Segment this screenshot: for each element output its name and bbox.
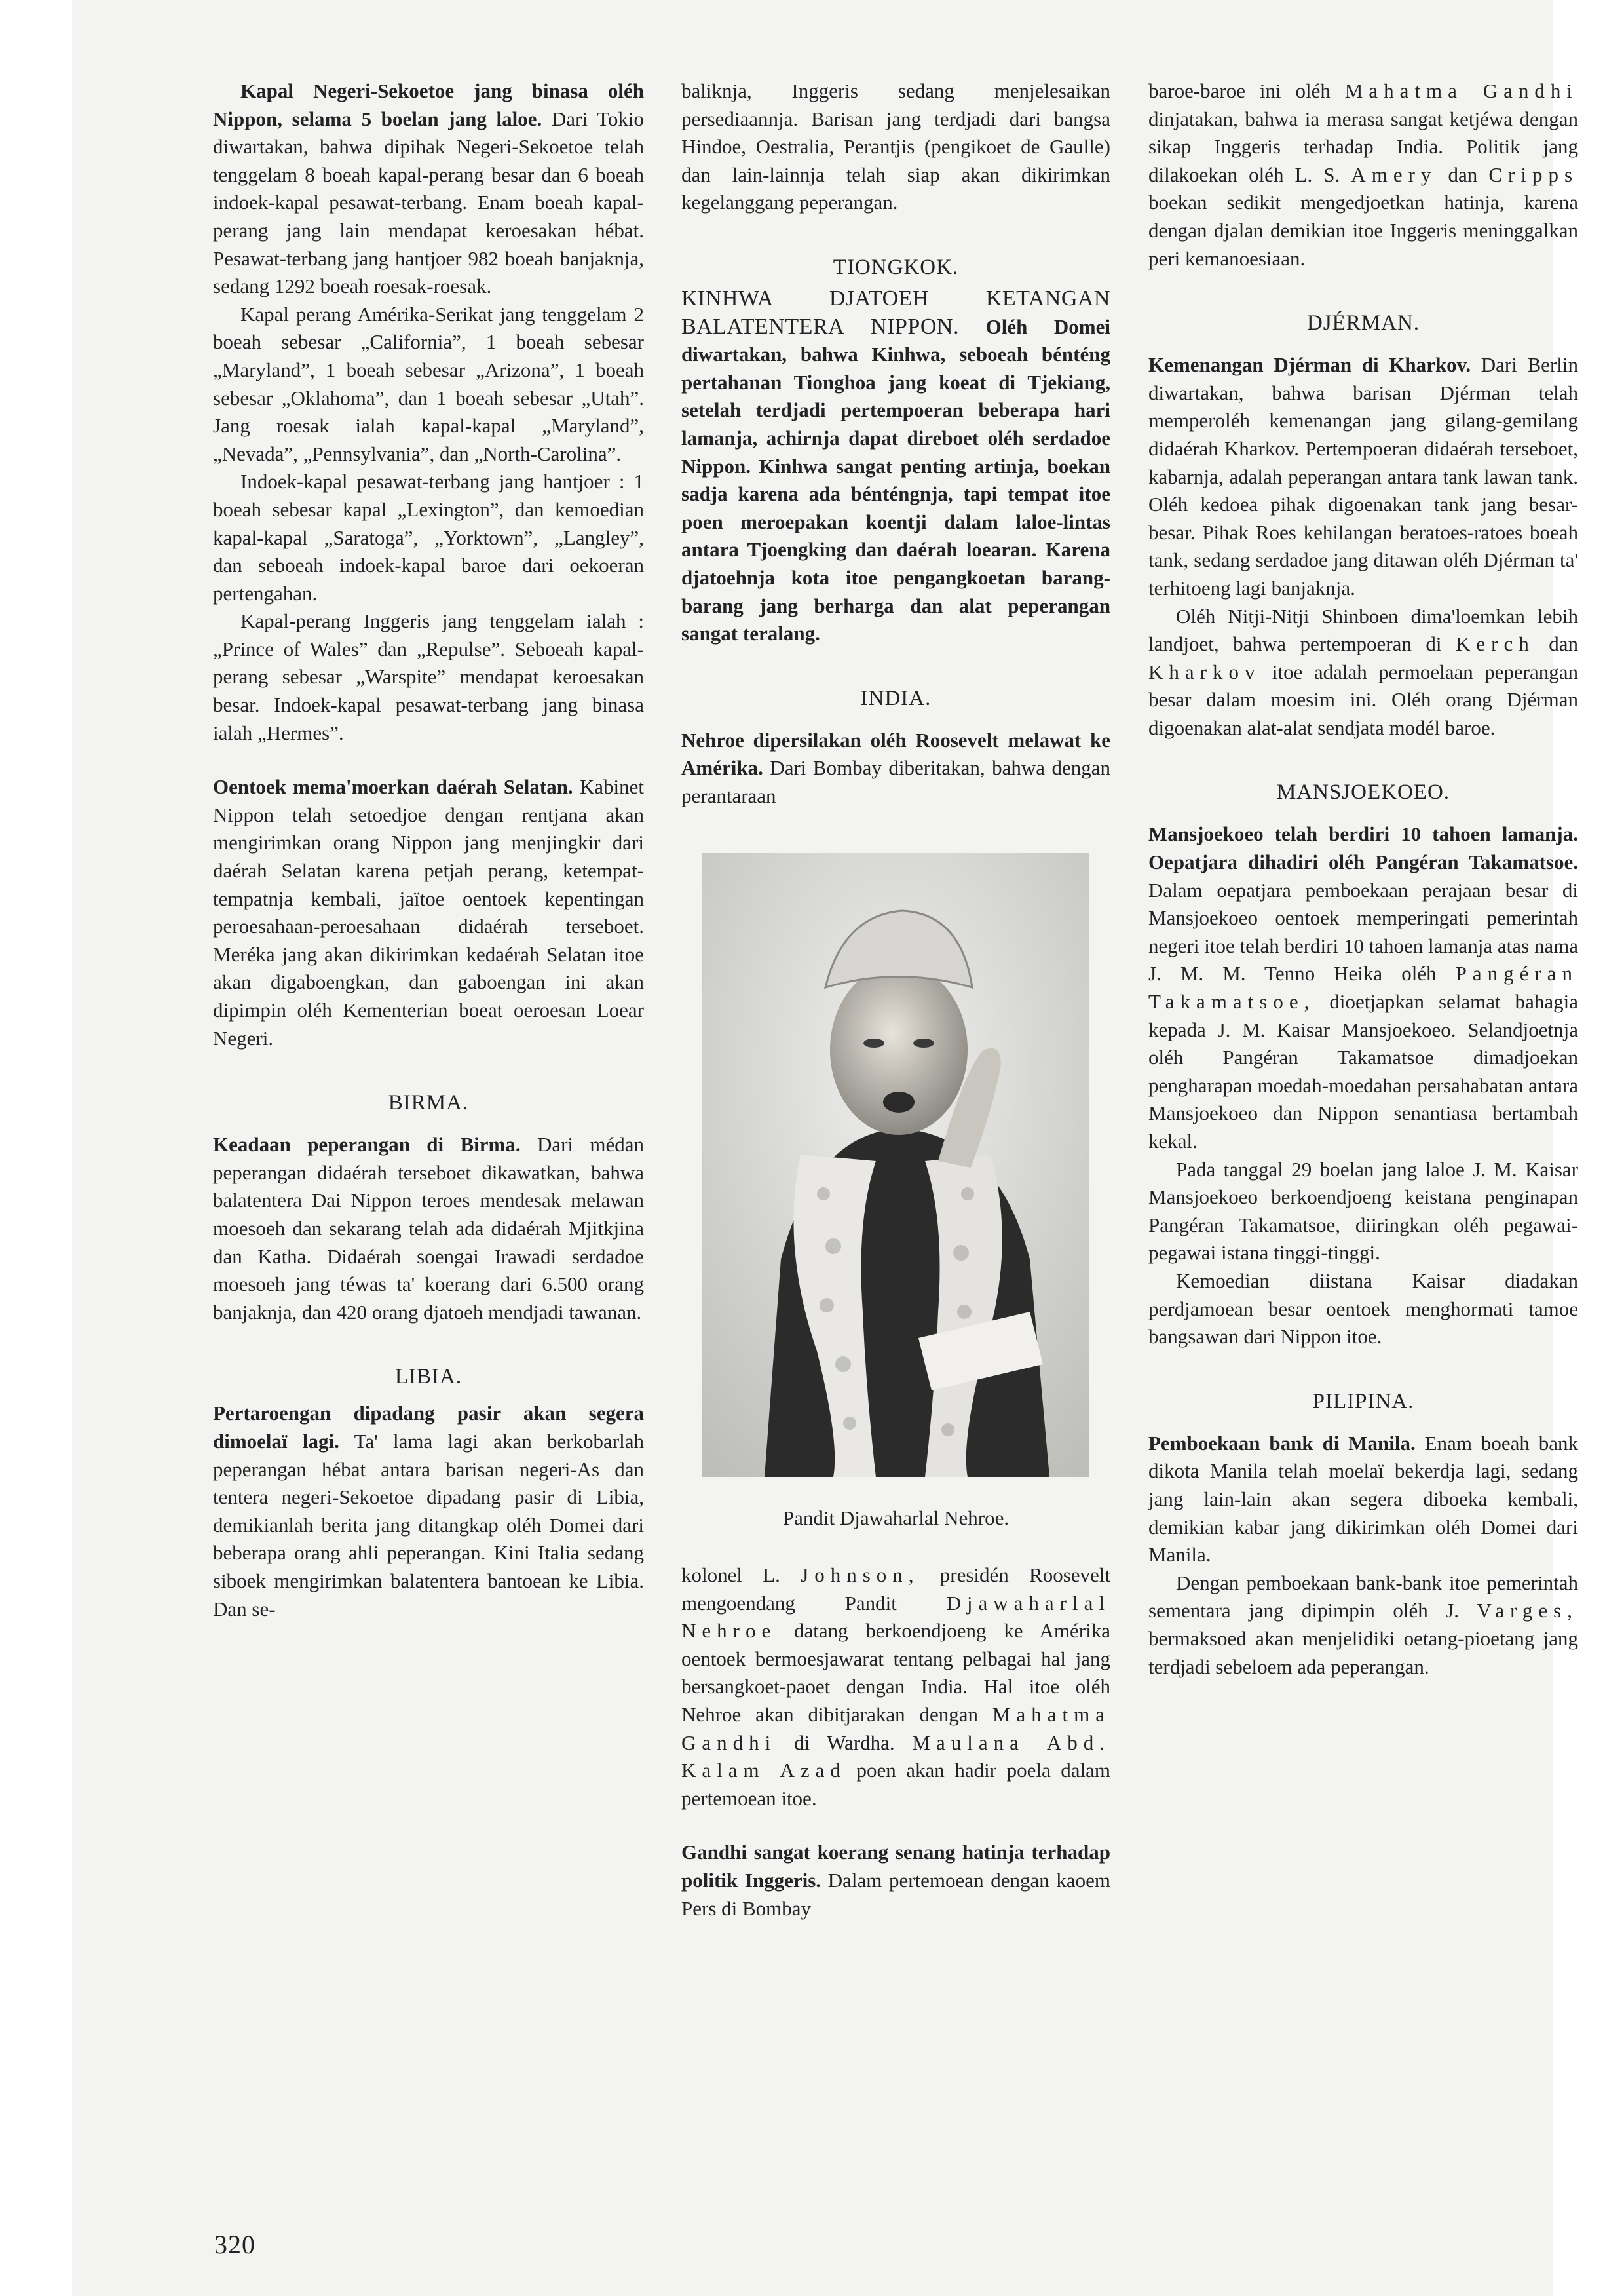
spaced-name-gandhi: Mahatma Gandhi (681, 1703, 1110, 1754)
spaced-name-kharkov: Kharkov (1148, 660, 1261, 683)
headline-libia: Pertaroengan dipadang pasir akan segera dimoelaï lagi. (213, 1402, 644, 1453)
paragraph-kaisar-visit: Pada tanggal 29 boelan jang laloe J. M. Kaisar Mansjoekoeo berkoendjoeng keistana penginapan Pangéran Takamatsoe, diiringkan oléh pegawai-pegawai istana tinggi-tinggi. (1148, 1157, 1578, 1265)
headline-mansjoekoeo: Mansjoekoeo telah berdiri 10 tahoen lamanja. Oepatjara dihadiri oléh Pangéran Takamatsoe. (1148, 822, 1578, 874)
section-heading-birma: BIRMA. (388, 1091, 469, 1115)
text-segment: presidén Roosevelt mengoendang Pandit (681, 1563, 1110, 1615)
paragraph-perdjamoean: Kemoedian diistana Kaisar diadakan perdjamoean besar oentoek menghormati tamoe bangsawan dari Nippon itoe. (1148, 1269, 1578, 1349)
text-nehroe: Dari Bombay diberitakan, bahwa dengan perantaraan (681, 756, 1110, 807)
article-kapal (213, 77, 644, 301)
headline-selatan: Oentoek mema'moerkan daérah Selatan. (213, 775, 573, 799)
text-segment: kolonel L. (681, 1563, 780, 1587)
text-segment: boekan sedikit mengedjoetkan hatinja, karena dengan djalan demikian itoe Inggeris meninggalkan peri kemanoesiaan. (1148, 191, 1578, 270)
text-segment: Dalam oepatjara pemboekaan perajaan besar di Mansjoekoeo oentoek memperingati pemerintah negeri itoe telah berdiri 10 tahoen lamanja atas nama J. M. M. Tenno Heika oléh (1148, 878, 1578, 985)
text-segment: bermaksoed akan menjelidiki oetang-pioetang jang terdjadi sebeloem ada peperangan. (1148, 1626, 1578, 1678)
spaced-name-johnson: Johnson, (801, 1563, 920, 1587)
text-segment: datang berkoendjoeng ke Amérika oentoek bermoesjawarat tentang pelbagai hal jang bersangkoet-paoet dengan India. Hal itoe oléh Nehroe akan dibitjarakan dengan (681, 1619, 1110, 1727)
spaced-name-amery: Amery (1351, 163, 1437, 186)
headline-birma: Keadaan peperangan di Birma. (213, 1133, 521, 1157)
headline-gandhi: Gandhi sangat koerang senang hatinja terhadap politik Inggeris. (681, 1841, 1110, 1892)
article-birma (213, 1131, 644, 1326)
spaced-name-azad: Maulana Abd. Kalam Azad (681, 1731, 1111, 1782)
text-segment: dioetjapkan selamat bahagia kepada J. M. Kaisar Mansjoekoeo. Selandjoetnja oléh Pangéran Takamatsoe dimadjoekan pengharapan moedah-moedahan persahabatan antara Mansjoekoeo dan Nippon senantiasa bertambah kekal. (1148, 990, 1578, 1153)
paragraph-johnson (681, 1561, 1110, 1812)
section-heading-pilipina: PILIPINA. (1312, 1389, 1414, 1413)
nehroe-photo (702, 853, 1089, 1477)
article-gandhi (681, 1839, 1110, 1923)
paragraph-inggeris: Kapal-perang Inggeris jang tenggelam ialah : „Prince of Wales” dan „Repulse”. Seboeah kapal-perang sebesar „Warspite” mendapat keroesakan besar. Indoek-kapal pesawat-terbang jang binasa ialah „Hermes”. (213, 609, 644, 744)
text-selatan: Kabinet Nippon telah setoedjoe dengan rentjana akan mengirimkan orang Nippon jang menjingkir dari daérah Selatan karena petjah perang, ketempat-tempatnja kembali, jaïtoe oentoek kepentingan peroesahaan-peroesahaan didaérah terseboet. Meréka jang akan dikirimkan kedaérah Selatan itoe akan digaboengkan, dan gaboengan ini akan dipimpin oléh Kementerian boeat oeroesan Loear Negeri. (213, 775, 644, 1050)
text-segment: baroe-baroe ini oléh (1148, 79, 1331, 102)
headline-kapal: Kapal Negeri-Sekoetoe jang binasa oléh Nippon, selama 5 boelan jang laloe. (213, 79, 644, 130)
photo-caption: Pandit Djawaharlal Nehroe. (782, 1506, 1010, 1530)
paragraph-varges (1148, 1569, 1578, 1681)
article-libia (213, 1400, 644, 1623)
text-birma: Dari médan peperangan didaérah terseboet dikawatkan, bahwa balatentera Dai Nippon teroes mendesak melawan moesoeh dan sekarang telah ada didaérah Mjitkjina dan Katha. Didaérah soengai Irawadi serdadoe moesoeh jang téwas ta' koerang dari 6.500 orang banjaknja, dan 420 orang djatoeh mendjadi tawanan. (213, 1133, 644, 1324)
text-segment: Dengan pemboekaan bank-bank itoe pemerintah sementara jang dipimpin oléh J. (1148, 1571, 1578, 1622)
text-segment: dinjatakan, bahwa ia merasa sangat ketjéwa dengan sikap Inggeris terhadap India. Politik jang dilakoekan oléh L. S. (1148, 107, 1578, 186)
headline-manila: Pemboekaan bank di Manila. (1148, 1431, 1416, 1455)
spaced-name-cripps: Cripps (1488, 163, 1579, 186)
section-heading-djerman: DJÉRMAN. (1306, 311, 1420, 335)
paragraph-gandhi-continued (1148, 77, 1578, 273)
text-libia: Ta' lama lagi akan berkobarlah peperangan hébat antara barisan negeri-As dan tentera negeri-Sekoetoe dipadang pasir di Libia, demikianlah berita jang ditangkap oléh Domei dari beberapa orang ahli peperangan. Kini Italia sedang siboek mengirimkan balatentera bantoean ke Libia. Dan se- (213, 1429, 644, 1620)
text-segment: itoe adalah permoelaan peperangan besar dalam moesim ini. Oléh orang Djérman digoenakan alat-alat sendjata modél baroe. (1148, 660, 1578, 739)
text-segment: dan (1549, 632, 1579, 656)
text-kinhwa: Oléh Domei diwartakan, bahwa Kinhwa, seboeah bénténg pertahanan Tionghoa jang koeat di Tjekiang, setelah terdjadi pertempoeran beberapa hari lamanja, achirnja dapat direboet oléh serdadoe Nippon. Kinhwa sangat penting artinja, boekan sadja karena ada bénténgnja, tapi tempat itoe poen meroepakan koentji dalam laloe-lintas antara Tjoengking dan daérah loearan. Karena djatoehnja kota itoe pengangkoetan barang-barang jang berharga dan alat peperangan sangat teralang. (681, 315, 1111, 645)
spaced-name-varges: Varges, (1477, 1599, 1578, 1622)
paragraph-nitji-nitji (1148, 603, 1578, 742)
section-heading-libia: LIBIA. (394, 1365, 463, 1389)
text-gandhi: Dalam pertemoean dengan kaoem Pers di Bombay (681, 1869, 1111, 1920)
spaced-name-nehroe: Djawaharlal Nehroe (681, 1591, 1110, 1643)
article-selatan (213, 773, 644, 1052)
article-kharkov (1148, 351, 1578, 602)
paragraph-indoek-kapal: Indoek-kapal pesawat-terbang jang hantjoer : 1 boeah sebesar kapal „Lexington”, dan kemoedian kapal-kapal „Saratoga”, „Yorktown”, „Langley”, dan seboeah indoek-kapal baroe dari oekoeran pertengahan. (213, 470, 644, 605)
spaced-name-kerch: Kerch (1456, 632, 1535, 656)
headline-nehroe: Nehroe dipersilakan oléh Roosevelt melawat ke Amérika. (681, 728, 1110, 780)
text-segment: di Wardha. (794, 1731, 895, 1754)
section-heading-india: INDIA. (860, 686, 932, 710)
text-segment: dan (1448, 163, 1478, 186)
article-nehroe (681, 727, 1110, 811)
paragraph-amerika: Kapal perang Amérika-Serikat jang tenggelam 2 boeah sebesar „California”, 1 boeah sebesar „Maryland”, 1 boeah sebesar „Arizona”, 1 boeah sebesar „Oklahoma”, dan 1 boeah sebesar „Utah”. Jang roesak ialah kapal-kapal „Maryland”, „Nevada”, „Pennsylvania”, dan „North-Carolina”. (213, 302, 644, 465)
newspaper-page (72, 0, 1579, 2296)
spaced-name-pangeran: Pangéran Takamatsoe, (1148, 962, 1578, 1014)
text-kharkov: Dari Berlin diwartakan, bahwa barisan Djérman telah memperoléh kemenangan jang gilang-gemilang didaérah Kharkov. Pertempoeran didaérah terseboet, kabarnja, adalah peperangan antara tank lawan tank. Oléh kedoea pihak digoenakan tank jang besar-besar. Pihak Roes kehilangan beratoes-ratoes boeah tank, sedang serdadoe jang ditawan oléh Djérman ta' terhitoeng lagi banjaknja. (1148, 353, 1578, 600)
headline-kharkov: Kemenangan Djérman di Kharkov. (1148, 353, 1471, 377)
spaced-name-gandhi: Mahatma Gandhi (1344, 79, 1578, 102)
article-kinhwa (681, 285, 1110, 648)
text-manila: Enam boeah bank dikota Manila telah moelaï bekerdja lagi, sedang jang lain-lain akan segera diboeka kembali, demikian kabar jang dikirimkan oléh Domei dari Manila. (1148, 1431, 1578, 1567)
text-segment: Oléh Nitji-Nitji Shinboen dima'loemkan lebih landjoet, bahwa pertempoeran di (1148, 604, 1578, 656)
page-number: 320 (214, 2230, 255, 2259)
article-manila (1148, 1430, 1578, 1569)
article-mansjoekoeo (1148, 820, 1578, 1155)
section-heading-mansjoekoeo: MANSJOEKOEO. (1276, 780, 1450, 805)
section-heading-tiongkok: TIONGKOK. (833, 255, 959, 279)
text-kapal: Dari Tokio diwartakan, bahwa dipihak Negeri-Sekoetoe telah tenggelam 8 boeah kapal-perang besar dan 6 boeah indoek-kapal pesawat-terbang. Enam boeah kapal-perang jang lain mendapat keroesakan hébat. Pesawat-terbang jang hantjoer 982 boeah banjaknja, sedang 1292 boeah roesak-roesak. (213, 107, 644, 298)
headline-kinhwa: KINHWA DJATOEH KETANGAN BALATENTERA NIPPON. (681, 286, 1110, 339)
column-right (1148, 77, 1578, 1681)
paragraph-inggeris-continued: baliknja, Inggeris sedang menjelesaikan persediaannja. Barisan jang terdjadi dari bangsa Hindoe, Oestralia, Perantjis (pengikoet de Gaulle) dan lain-lainnja telah siap akan dikirimkan kegelanggang peperangan. (681, 79, 1110, 214)
column-left (213, 77, 644, 1623)
column-middle (681, 77, 1110, 1923)
text-segment: poen akan hadir poela dalam pertemoean itoe. (681, 1759, 1111, 1810)
